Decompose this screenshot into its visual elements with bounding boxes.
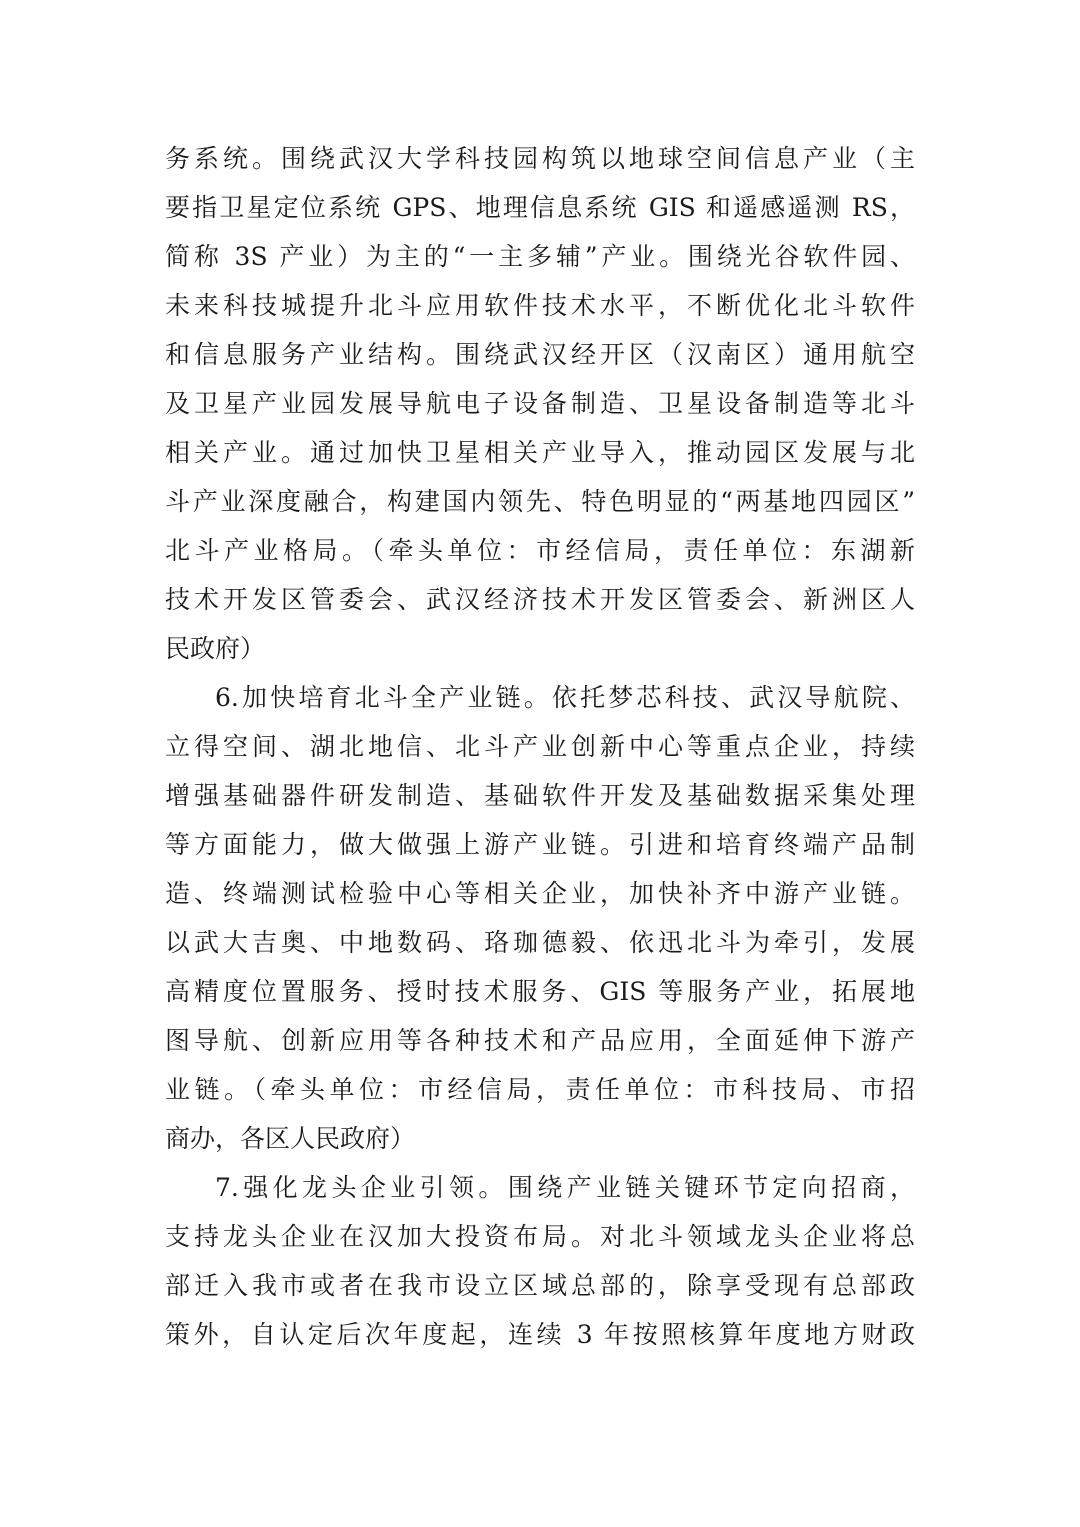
text-line: 等方面能力，做大做强上游产业链。引进和培育终端产品制: [165, 830, 915, 859]
text-line: 未来科技城提升北斗应用软件技术水平，不断优化北斗软件: [165, 291, 915, 320]
text-line: 造、终端测试检验中心等相关企业，加快补齐中游产业链。: [165, 879, 915, 908]
text-line: 策外，自认定后次年度起，连续 3 年按照核算年度地方财政: [165, 1320, 915, 1349]
text-line: 商办，各区人民政府）: [165, 1124, 416, 1153]
text-line-indented: 6.加快培育北斗全产业链。依托梦芯科技、武汉导航院、: [215, 683, 915, 712]
text-line: 民政府）: [165, 634, 266, 663]
text-line: 支持龙头企业在汉加大投资布局。对北斗领域龙头企业将总: [165, 1222, 915, 1251]
text-line: 相关产业。通过加快卫星相关产业导入，推动园区发展与北: [165, 438, 915, 467]
text-line: 务系统。围绕武汉大学科技园构筑以地球空间信息产业（主: [165, 144, 915, 173]
text-line-indented: 7.强化龙头企业引领。围绕产业链关键环节定向招商，: [215, 1173, 915, 1202]
text-line: 简称 3S 产业）为主的“一主多辅”产业。围绕光谷软件园、: [165, 242, 915, 271]
text-line: 立得空间、湖北地信、北斗产业创新中心等重点企业，持续: [165, 732, 915, 761]
text-line: 北斗产业格局。（牵头单位：市经信局，责任单位：东湖新: [165, 536, 915, 565]
text-line: 要指卫星定位系统 GPS、地理信息系统 GIS 和遥感遥测 RS，: [165, 193, 915, 222]
text-line: 业链。（牵头单位：市经信局，责任单位：市科技局、市招: [165, 1075, 915, 1104]
text-line: 和信息服务产业结构。围绕武汉经开区（汉南区）通用航空: [165, 340, 915, 369]
text-line: 技术开发区管委会、武汉经济技术开发区管委会、新洲区人: [165, 585, 915, 614]
text-line: 斗产业深度融合，构建国内领先、特色明显的“两基地四园区”: [165, 487, 915, 516]
text-line: 部迁入我市或者在我市设立区域总部的，除享受现有总部政: [165, 1271, 915, 1300]
text-line: 高精度位置服务、授时技术服务、GIS 等服务产业，拓展地: [165, 977, 915, 1006]
text-line: 增强基础器件研发制造、基础软件开发及基础数据采集处理: [165, 781, 915, 810]
text-line: 以武大吉奥、中地数码、珞珈德毅、依迅北斗为牵引，发展: [165, 928, 915, 957]
document-body: [165, 134, 915, 1359]
text-line: 及卫星产业园发展导航电子设备制造、卫星设备制造等北斗: [165, 389, 915, 418]
text-line: 图导航、创新应用等各种技术和产品应用，全面延伸下游产: [165, 1026, 915, 1055]
